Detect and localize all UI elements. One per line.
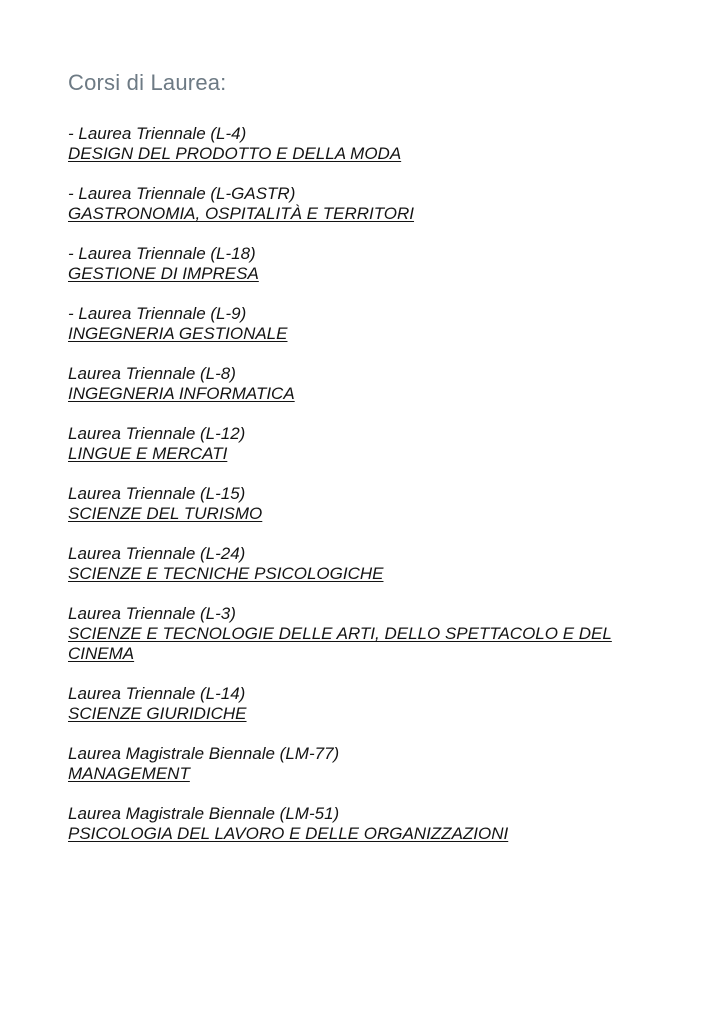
course-name-link[interactable]: GASTRONOMIA, OSPITALITÀ E TERRITORI [68,204,415,223]
course-degree-label: Laurea Triennale (L-14) [68,684,246,703]
course-degree-label: Laurea Triennale (L-3) [68,604,236,623]
course-name-link[interactable]: INGEGNERIA GESTIONALE [68,324,288,343]
course-name-link[interactable]: SCIENZE DEL TURISMO [68,504,263,523]
course-degree-label: Laurea Magistrale Biennale (LM-51) [68,804,340,823]
course-degree-label: - Laurea Triennale (L-18) [68,244,256,263]
course-entry [68,544,643,584]
course-list [68,124,643,844]
course-entry [68,124,643,164]
course-entry [68,424,643,464]
course-name-link[interactable]: DESIGN DEL PRODOTTO E DELLA MODA [68,144,402,163]
course-name-link[interactable]: MANAGEMENT [68,764,190,783]
course-degree-label: - Laurea Triennale (L-GASTR) [68,184,296,203]
course-degree-label: Laurea Triennale (L-15) [68,484,246,503]
course-name-link[interactable]: SCIENZE E TECNOLOGIE DELLE ARTI, DELLO SPETTACOLO E DEL CINEMA [68,624,612,663]
course-entry [68,804,643,844]
course-name-link[interactable]: GESTIONE DI IMPRESA [68,264,259,283]
course-name-link[interactable]: SCIENZE GIURIDICHE [68,704,247,723]
course-entry [68,744,643,784]
course-degree-label: - Laurea Triennale (L-4) [68,124,247,143]
course-entry [68,364,643,404]
course-name-link[interactable]: LINGUE E MERCATI [68,444,228,463]
page-title: Corsi di Laurea: [68,70,227,95]
course-degree-label: Laurea Triennale (L-12) [68,424,246,443]
course-degree-label: - Laurea Triennale (L-9) [68,304,247,323]
course-degree-label: Laurea Magistrale Biennale (LM-77) [68,744,340,763]
course-name-link[interactable]: INGEGNERIA INFORMATICA [68,384,295,403]
course-name-link[interactable]: PSICOLOGIA DEL LAVORO E DELLE ORGANIZZAZIONI [68,824,509,843]
course-degree-label: Laurea Triennale (L-8) [68,364,236,383]
course-degree-label: Laurea Triennale (L-24) [68,544,246,563]
course-entry [68,184,643,224]
course-entry [68,604,643,664]
course-name-link[interactable]: SCIENZE E TECNICHE PSICOLOGICHE [68,564,384,583]
course-entry [68,484,643,524]
course-entry [68,244,643,284]
course-entry [68,304,643,344]
course-entry [68,684,643,724]
